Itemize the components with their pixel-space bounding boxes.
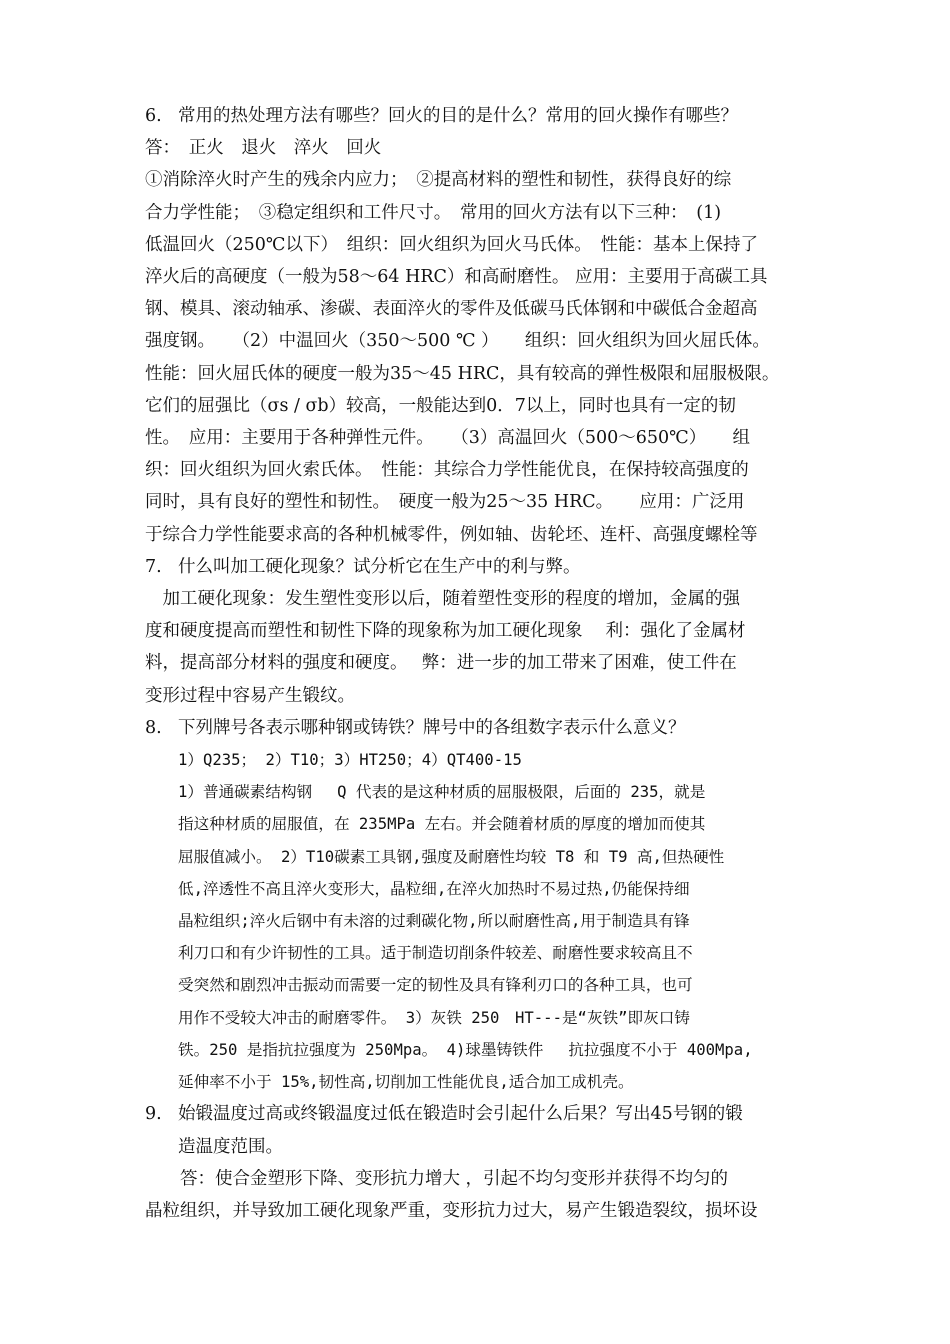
grade-list: 1）Q235； 2）T10；3）HT250；4）QT400-15 <box>178 751 522 770</box>
answer-line: 变形过程中容易产生锻纹。 <box>145 685 355 706</box>
question-9 <box>145 1098 810 1130</box>
answer-line: 延伸率不小于 15%,韧性高,切削加工性能优良,适合加工成机壳。 <box>178 1073 634 1092</box>
answer-line: 合力学性能； ③稳定组织和工件尺寸。 常用的回火方法有以下三种： (1) <box>145 202 722 223</box>
answer-line: 利刀口和有少许韧性的工具。适于制造切削条件较差、耐磨性要求较高且不 <box>178 944 693 963</box>
answer-line: 性。 应用：主要用于各种弹性元件。 （3）高温回火（500～650℃） 组 <box>145 428 751 449</box>
answer-line: 用作不受较大冲击的耐磨零件。 3）灰铁 250 HT---是“灰铁”即灰口铸 <box>178 1008 690 1027</box>
answer-line: 低,淬透性不高且淬火变形大，晶粒细,在淬火加热时不易过热,仍能保持细 <box>178 879 690 898</box>
answer-line: 钢、模具、滚动轴承、渗碳、表面淬火的零件及低碳马氏体钢和中碳低合金超高 <box>145 299 758 320</box>
question-8 <box>145 712 810 744</box>
answer-line: 受突然和剧烈冲击振动而需要一定的韧性及具有锋利刃口的各种工具，也可 <box>178 976 693 995</box>
document-page <box>145 100 810 1227</box>
question-number: 8. <box>145 717 162 738</box>
question-6 <box>145 100 810 132</box>
answer-line: 淬火后的高硬度（一般为58～64 HRC）和高耐磨性。 应用：主要用于高碳工具 <box>145 267 768 288</box>
answer-line: 铁。250 是指抗拉强度为 250Mpa。 4)球墨铸铁件 抗拉强度不小于 400Mpa, <box>178 1040 753 1059</box>
answer-line: ①消除淬火时产生的残余内应力； ②提高材料的塑性和韧性，获得良好的综 <box>145 170 732 191</box>
answer-head: 答： 正火 退火 淬火 回火 <box>145 138 382 159</box>
answer-line: 它们的屈强比（σs / σb）较高，一般能达到0．7以上，同时也具有一定的韧 <box>145 395 736 416</box>
answer-line: 晶粒组织，并导致加工硬化现象严重，变形抗力过大，易产生锻造裂纹，损坏设 <box>145 1200 758 1221</box>
answer-line: 料，提高部分材料的强度和硬度。 弊：进一步的加工带来了困难，使工件在 <box>145 653 737 674</box>
question-text: 始锻温度过高或终锻温度过低在锻造时会引起什么后果？写出45号钢的锻 <box>178 1104 743 1125</box>
answer-line: 晶粒组织;淬火后钢中有未溶的过剩碳化物,所以耐磨性高,用于制造具有锋 <box>178 912 690 931</box>
question-text: 下列牌号各表示哪种钢或铸铁？牌号中的各组数字表示什么意义？ <box>178 717 686 738</box>
question-number: 7. <box>145 556 162 577</box>
answer-line: 同时，具有良好的塑性和韧性。 硬度一般为25～35 HRC。 应用：广泛用 <box>145 492 745 513</box>
question-7 <box>145 551 810 583</box>
answer-line: 性能：回火屈氏体的硬度一般为35～45 HRC，具有较高的弹性极限和屈服极限。 <box>145 363 780 384</box>
question-number: 6. <box>145 106 162 126</box>
question-number: 9. <box>145 1104 162 1125</box>
answer-line: 加工硬化现象：发生塑性变形以后，随着塑性变形的程度的增加，金属的强 <box>145 589 740 610</box>
answer-line: 于综合力学性能要求高的各种机械零件，例如轴、齿轮坯、连杆、高强度螺栓等 <box>145 524 758 545</box>
question-text: 常用的热处理方法有哪些？回火的目的是什么？常用的回火操作有哪些？ <box>178 106 738 126</box>
answer-line: 低温回火（250℃以下） 组织：回火组织为回火马氏体。 性能：基本上保持了 <box>145 234 758 255</box>
answer-line: 强度钢。 （2）中温回火（350～500 ℃ ） 组织：回火组织为回火屈氏体。 <box>145 331 770 352</box>
answer-line: 答：使合金塑形下降、变形抗力增大 ，引起不均匀变形并获得不均匀的 <box>145 1168 729 1189</box>
question-text-continued: 造温度范围。 <box>178 1136 283 1157</box>
question-text: 什么叫加工硬化现象？试分析它在生产中的利与弊。 <box>178 556 581 577</box>
answer-line: 度和硬度提高而塑性和韧性下降的现象称为加工硬化现象 利：强化了金属材 <box>145 621 746 642</box>
answer-line: 织：回火组织为回火索氏体。 性能：其综合力学性能优良，在保持较高强度的 <box>145 460 749 481</box>
answer-line: 1）普通碳素结构钢 Q 代表的是这种材质的屈服极限，后面的 235，就是 <box>178 783 706 802</box>
answer-line: 指这种材质的屈服值，在 235MPa 左右。并会随着材质的厚度的增加而使其 <box>178 815 706 834</box>
answer-line: 屈服值减小。 2）T10碳素工具钢,强度及耐磨性均较 T8 和 T9 高,但热硬性 <box>178 847 725 866</box>
